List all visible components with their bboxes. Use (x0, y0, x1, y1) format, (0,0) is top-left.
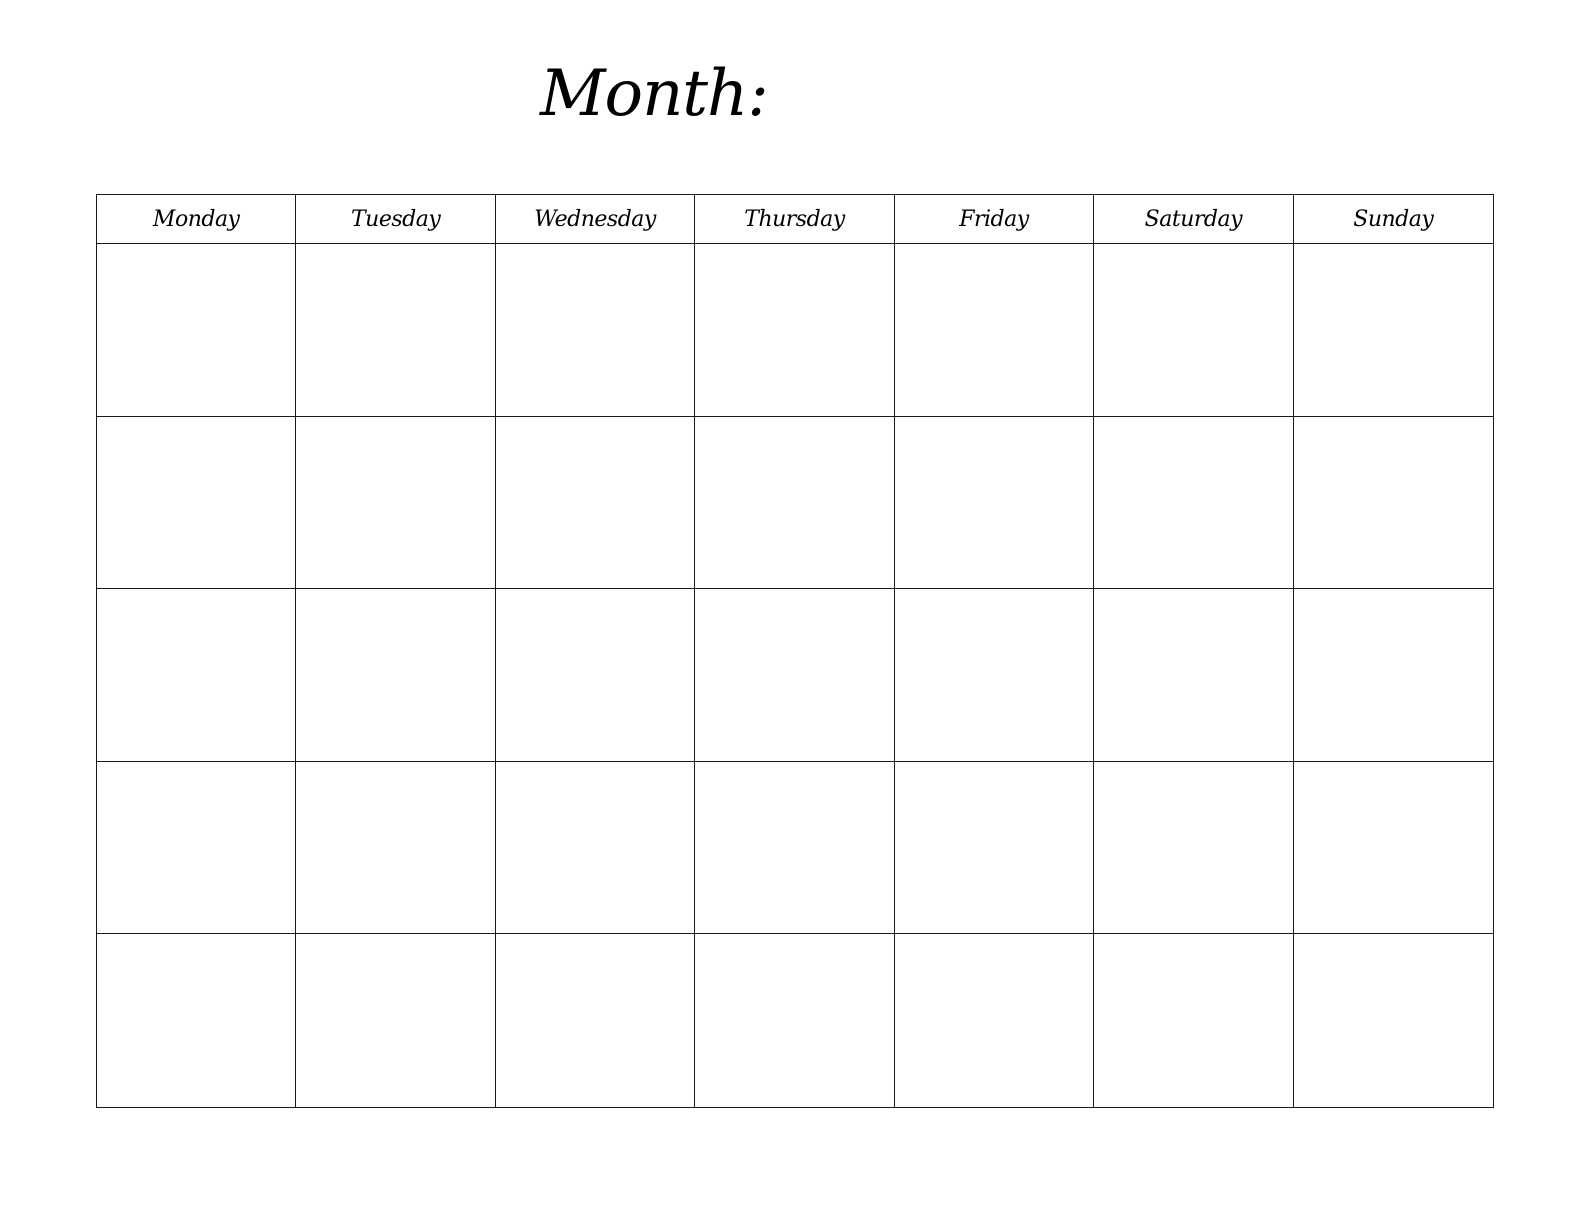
day-cell (296, 762, 495, 935)
day-cell (1294, 934, 1493, 1107)
day-cell (97, 934, 296, 1107)
day-cell (895, 244, 1094, 417)
day-cell (1294, 417, 1493, 590)
day-cell (695, 762, 894, 935)
weekday-header-monday: Monday (97, 195, 296, 244)
weekday-header-sunday: Sunday (1294, 195, 1493, 244)
weekday-header-saturday: Saturday (1094, 195, 1293, 244)
day-cell (1294, 589, 1493, 762)
day-cell (695, 244, 894, 417)
day-cell (1094, 244, 1293, 417)
day-cell (1094, 934, 1293, 1107)
day-cell (695, 589, 894, 762)
day-cell (97, 417, 296, 590)
weekday-header-tuesday: Tuesday (296, 195, 495, 244)
day-cell (97, 762, 296, 935)
day-cell (496, 417, 695, 590)
day-cell (496, 244, 695, 417)
day-cell (1294, 762, 1493, 935)
day-cell (296, 244, 495, 417)
day-cell (97, 244, 296, 417)
page-title: Month: (540, 57, 768, 131)
day-cell (296, 934, 495, 1107)
day-cell (97, 589, 296, 762)
weekday-header-thursday: Thursday (695, 195, 894, 244)
day-cell (895, 934, 1094, 1107)
day-cell (895, 762, 1094, 935)
day-cell (895, 589, 1094, 762)
calendar-grid (96, 194, 1494, 1108)
day-cell (1094, 417, 1293, 590)
day-cell (895, 417, 1094, 590)
day-cell (695, 417, 894, 590)
day-cell (1094, 589, 1293, 762)
day-cell (496, 762, 695, 935)
day-cell (296, 417, 495, 590)
weekday-header-friday: Friday (895, 195, 1094, 244)
day-cell (695, 934, 894, 1107)
day-cell (1294, 244, 1493, 417)
day-cell (496, 934, 695, 1107)
day-cell (1094, 762, 1293, 935)
weekday-header-wednesday: Wednesday (496, 195, 695, 244)
day-cell (496, 589, 695, 762)
day-cell (296, 589, 495, 762)
